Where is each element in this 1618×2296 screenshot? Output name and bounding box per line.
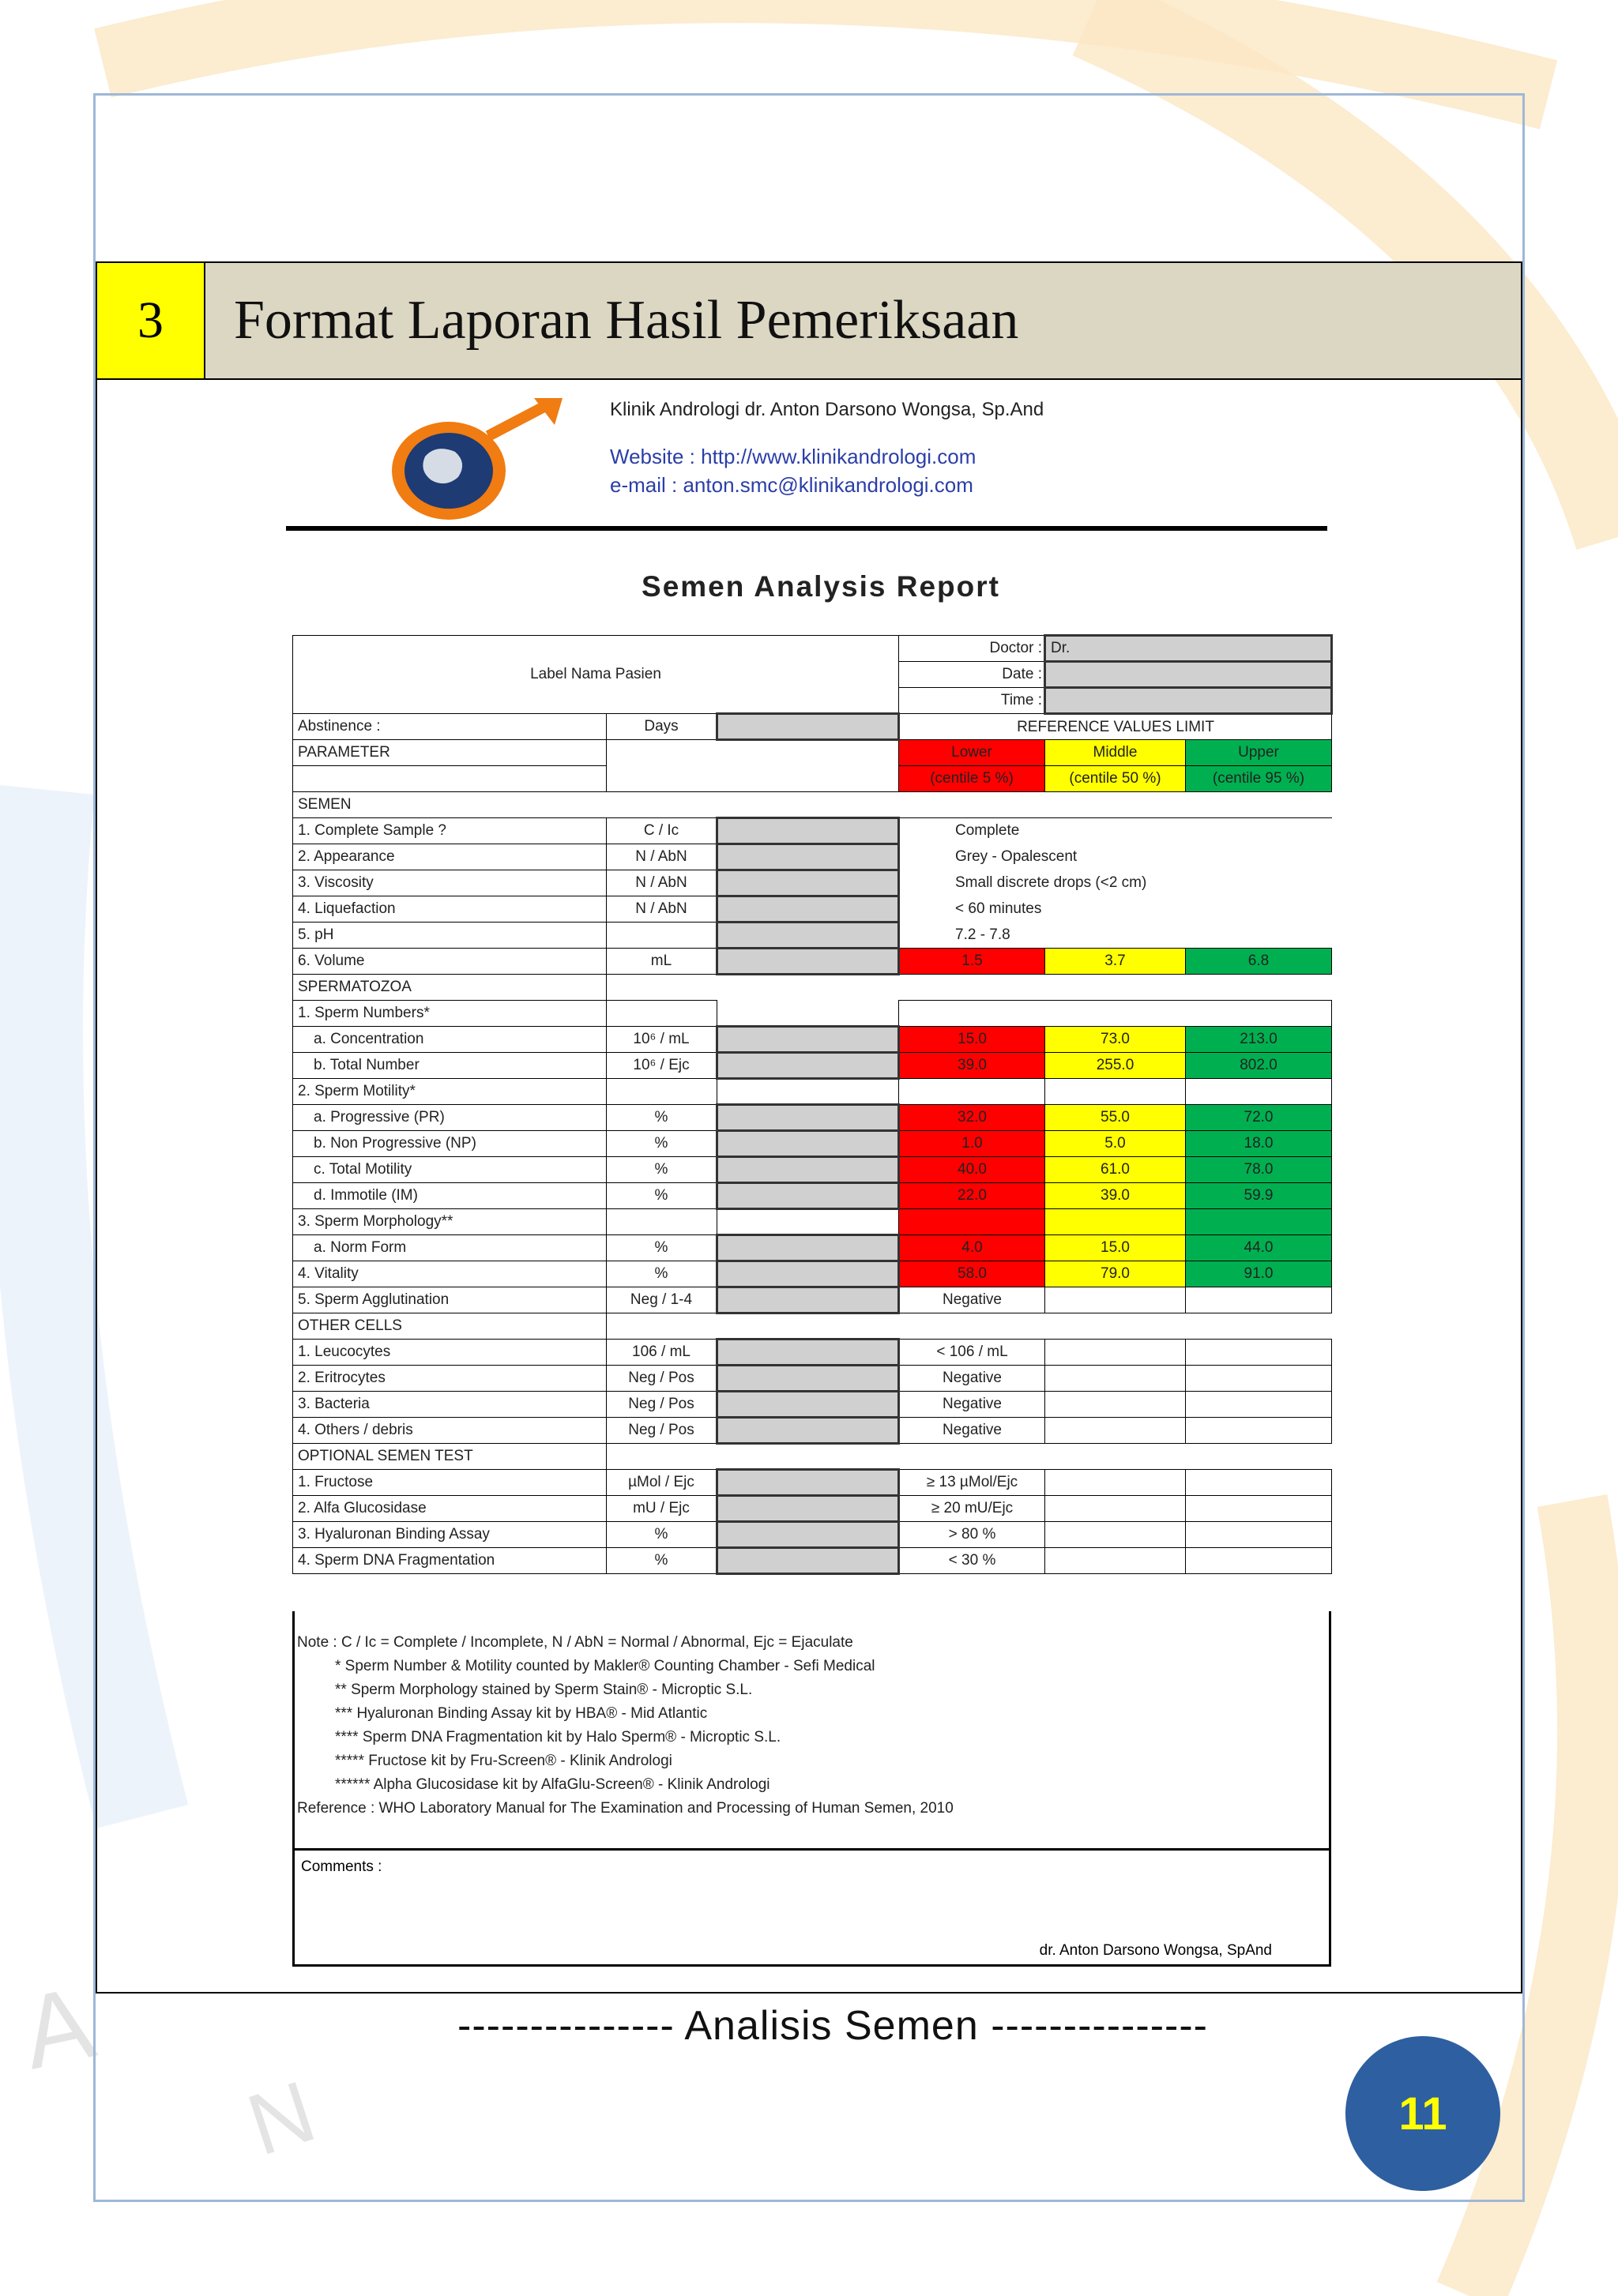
table-row: 3. Hyaluronan Binding Assay % > 80 % [293, 1522, 1332, 1548]
note-line: ****** Alpha Glucosidase kit by AlfaGlu-Screen® - Klinik Andrologi [335, 1776, 770, 1793]
limit-upper: Upper [1186, 740, 1332, 766]
time-label: Time : [899, 688, 1045, 714]
result-field[interactable] [717, 1470, 899, 1496]
note-line: Note : C / Ic = Complete / Incomplete, N / AbN = Normal / Abnormal, Ejc = Ejaculate [297, 1634, 853, 1651]
signer-name: dr. Anton Darsono Wongsa, SpAnd [1039, 1942, 1272, 1959]
semen-header: SEMEN [293, 792, 1332, 818]
abstinence-field[interactable] [717, 714, 899, 740]
clinic-website[interactable]: Website : http://www.klinikandrologi.com [610, 445, 976, 468]
result-field[interactable] [717, 1131, 899, 1157]
table-row: a. Progressive (PR) % 32.0 55.0 72.0 [293, 1105, 1332, 1131]
table-row: 2. Appearance N / AbN Grey - Opalescent [293, 844, 1332, 870]
other-cells-header: OTHER CELLS [293, 1313, 607, 1340]
comments-label: Comments : [301, 1858, 382, 1875]
limit-middle-note: (centile 50 %) [1045, 766, 1186, 792]
result-field[interactable] [717, 1392, 899, 1418]
section-title: Format Laporan Hasil Pemeriksaan [234, 290, 1019, 351]
report-notes [297, 1631, 954, 1821]
abstinence-row [293, 714, 1332, 740]
limit-lower: Lower [899, 740, 1045, 766]
parameter-header: PARAMETER [293, 740, 607, 766]
page-number-badge: 11 [1345, 2036, 1500, 2191]
note-line: *** Hyaluronan Binding Assay kit by HBA® - Mid Atlantic [335, 1705, 708, 1722]
note-line: **** Sperm DNA Fragmentation kit by Halo Sperm® - Microptic S.L. [335, 1729, 781, 1745]
svg-text:N: N [236, 2062, 326, 2174]
table-row: 1. Complete Sample ? C / Ic Complete [293, 818, 1332, 844]
date-field[interactable] [1045, 662, 1332, 688]
date-label: Date : [899, 662, 1045, 688]
table-row: 6. Volume mL 1.5 3.7 6.8 [293, 949, 1332, 975]
table-row: 4. Vitality % 58.0 79.0 91.0 [293, 1261, 1332, 1287]
result-field[interactable] [717, 1235, 899, 1261]
table-row: 3. Viscosity N / AbN Small discrete drops (<2 cm) [293, 870, 1332, 896]
svg-text:A: A [12, 1963, 103, 2091]
result-field[interactable] [717, 1418, 899, 1444]
limit-lower-note: (centile 5 %) [899, 766, 1045, 792]
semen-analysis-table: Label Nama Pasien Doctor : Dr. Date : Time : Abstinence : Days REFERENCE VALUES LIMIT PARAMETER Lower Middle Upper (centile 5 %) (centile 50 %) (centile 95 %) SEMEN 1. Complete Sample ? C / Ic Complete 2. Appearance N / AbN Grey - Opalescent 3. Viscosity N / AbN Small discrete drops (<2 cm) 4. Liquefaction N / AbN < 60 minutes 5. pH 7.2 - 7.8 6. Volume mL 1.5 3.7 6.8 SPERMATOZOA 1. Sperm Numbers* a. Concentration 10⁶ / mL 15.0 73.0 213.0 b. Total Number 10⁶ / Ejc 39.0 255.0 802.0 2. Sperm Motility* a. Progressive (PR) % 32.0 55.0 72.0 b. Non Progressive (NP) % 1.0 5.0 18.0 c. Total Motility % 40.0 61.0 78.0 d. Immotile (IM) % 22.0 39.0 59.9 3. Sperm Morphology** a. Norm Form % 4.0 15.0 44.0 4. Vitality % 58.0 79.0 91.0 5. Sperm Agglutination Neg / 1-4 Negative OTHER CELLS 1. Leucocytes 106 / mL < 106 / mL 2. Eritrocytes Neg / Pos Negative 3. Bacteria Neg / Pos Negative 4. Others / debris Neg / Pos Negative OPTIONAL SEMEN TEST 1. Fructose µMol / Ejc ≥ 13 µMol/Ejc 2. Alfa Glucosidase mU / Ejc ≥ 20 mU/Ejc 3. Hyaluronan Binding Assay % > 80 % 4. Sperm DNA Fragmentation % < 30 % [292, 634, 1333, 1575]
header-divider [286, 526, 1327, 531]
table-row: d. Immotile (IM) % 22.0 39.0 59.9 [293, 1183, 1332, 1209]
abstinence-unit: Days [607, 714, 717, 740]
result-field[interactable] [717, 1548, 899, 1574]
table-row: b. Total Number 10⁶ / Ejc 39.0 255.0 802.0 [293, 1053, 1332, 1079]
result-field[interactable] [717, 870, 899, 896]
table-row: 4. Others / debris Neg / Pos Negative [293, 1418, 1332, 1444]
patient-label: Label Nama Pasien [293, 636, 899, 714]
time-field[interactable] [1045, 688, 1332, 714]
limit-middle: Middle [1045, 740, 1186, 766]
result-field[interactable] [717, 1183, 899, 1209]
result-field[interactable] [717, 949, 899, 975]
doctor-field[interactable]: Dr. [1045, 636, 1332, 662]
table-row: 3. Bacteria Neg / Pos Negative [293, 1392, 1332, 1418]
table-row: 5. pH 7.2 - 7.8 [293, 923, 1332, 949]
comments-box[interactable] [292, 1848, 1331, 1967]
table-row: c. Total Motility % 40.0 61.0 78.0 [293, 1157, 1332, 1183]
result-field[interactable] [717, 1261, 899, 1287]
result-field[interactable] [717, 1340, 899, 1366]
result-field[interactable] [717, 1496, 899, 1522]
footer-title: --------------- Analisis Semen --------------- [457, 2003, 1208, 2049]
note-line: ** Sperm Morphology stained by Sperm Stain® - Microptic S.L. [335, 1682, 753, 1698]
reference-header: REFERENCE VALUES LIMIT [899, 714, 1332, 740]
result-field[interactable] [717, 1366, 899, 1392]
table-row: 4. Sperm DNA Fragmentation % < 30 % [293, 1548, 1332, 1574]
table-row: b. Non Progressive (NP) % 1.0 5.0 18.0 [293, 1131, 1332, 1157]
abstinence-label: Abstinence : [293, 714, 607, 740]
result-field[interactable] [717, 1105, 899, 1131]
table-row: 2. Alfa Glucosidase mU / Ejc ≥ 20 mU/Ejc [293, 1496, 1332, 1522]
clinic-email[interactable]: e-mail : anton.smc@klinikandrologi.com [610, 473, 973, 497]
result-field[interactable] [717, 1522, 899, 1548]
section-number: 3 [97, 263, 205, 378]
result-field[interactable] [717, 1027, 899, 1053]
result-field[interactable] [717, 1053, 899, 1079]
table-row: 1. Fructose µMol / Ejc ≥ 13 µMol/Ejc [293, 1470, 1332, 1496]
doctor-label: Doctor : [899, 636, 1045, 662]
optional-header: OPTIONAL SEMEN TEST [293, 1444, 607, 1470]
limit-upper-note: (centile 95 %) [1186, 766, 1332, 792]
result-field[interactable] [717, 896, 899, 923]
report-title: Semen Analysis Report [642, 570, 1000, 603]
section-header [96, 261, 1522, 380]
note-line: * Sperm Number & Motility counted by Makler® Counting Chamber - Sefi Medical [335, 1658, 875, 1674]
table-row: a. Norm Form % 4.0 15.0 44.0 [293, 1235, 1332, 1261]
note-line: Reference : WHO Laboratory Manual for The Examination and Processing of Human Semen, 2010 [297, 1800, 954, 1817]
result-field[interactable] [717, 923, 899, 949]
table-row: 4. Liquefaction N / AbN < 60 minutes [293, 896, 1332, 923]
result-field[interactable] [717, 1157, 899, 1183]
table-row: 2. Eritrocytes Neg / Pos Negative [293, 1366, 1332, 1392]
table-row: 5. Sperm Agglutination Neg / 1-4 Negative [293, 1287, 1332, 1313]
result-field[interactable] [717, 844, 899, 870]
table-row: a. Concentration 10⁶ / mL 15.0 73.0 213.0 [293, 1027, 1332, 1053]
parameter-row [293, 740, 1332, 766]
result-field[interactable] [717, 1287, 899, 1313]
doctor-row [293, 636, 1332, 662]
result-field[interactable] [717, 818, 899, 844]
spermatozoa-header: SPERMATOZOA [293, 975, 607, 1001]
table-row: 1. Leucocytes 106 / mL < 106 / mL [293, 1340, 1332, 1366]
clinic-logo [379, 395, 569, 521]
clinic-name: Klinik Andrologi dr. Anton Darsono Wongsa, Sp.And [610, 399, 1044, 420]
note-line: ***** Fructose kit by Fru-Screen® - Klinik Andrologi [335, 1753, 672, 1769]
